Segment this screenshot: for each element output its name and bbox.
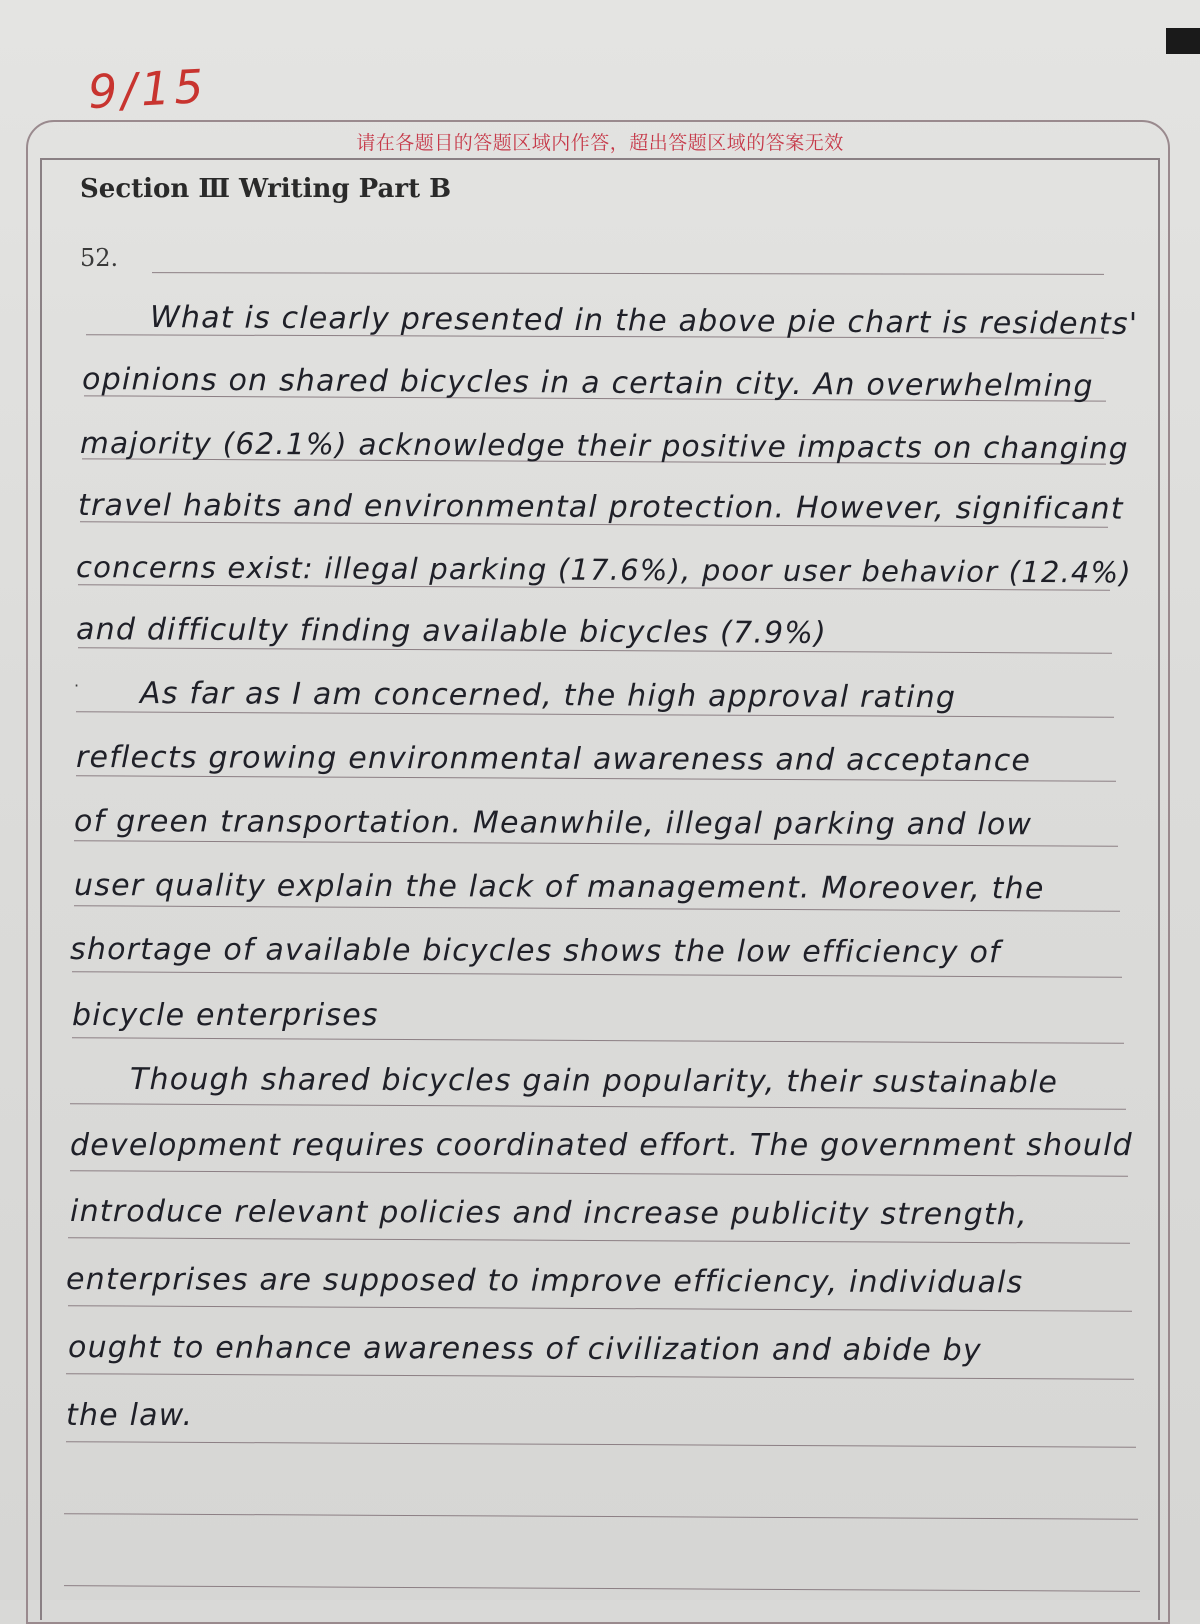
essay-line: development requires coordinated effort. The government should — [70, 1128, 1133, 1163]
essay-line: the law. — [66, 1398, 194, 1433]
question-number: 52. — [80, 244, 119, 272]
score-mark: 9/15 — [86, 58, 209, 120]
essay-line: introduce relevant policies and increase publicity strength, — [70, 1194, 1028, 1233]
essay-line: enterprises are supposed to improve efficiency, individuals — [66, 1262, 1024, 1301]
essay-line: Though shared bicycles gain popularity, their sustainable — [130, 1062, 1059, 1101]
essay-line: reflects growing environmental awareness and acceptance — [76, 740, 1032, 779]
essay-line: and difficulty finding available bicycles (7.9%) — [76, 612, 828, 651]
essay-line: shortage of available bicycles shows the low efficiency of — [70, 932, 1001, 971]
essay-line: ought to enhance awareness of civilization and abide by — [68, 1330, 982, 1369]
stray-mark: · — [74, 676, 80, 695]
essay-line: user quality explain the lack of management. Moreover, the — [74, 868, 1045, 907]
essay-line: majority (62.1%) acknowledge their positive impacts on changing — [80, 426, 1129, 466]
section-title: Section Ⅲ Writing Part B — [80, 174, 452, 204]
essay-line: opinions on shared bicycles in a certain city. An overwhelming — [82, 362, 1094, 405]
essay-line: of green transportation. Meanwhile, illegal parking and low — [74, 804, 1033, 843]
corner-registration-mark — [1166, 28, 1200, 54]
essay-line: travel habits and environmental protection. However, significant — [78, 488, 1124, 527]
essay-line: bicycle enterprises — [72, 998, 379, 1033]
essay-line: As far as I am concerned, the high approval rating — [140, 676, 957, 716]
essay-line: concerns exist: illegal parking (17.6%), poor user behavior (12.4%) — [76, 550, 1132, 590]
answer-area-notice: 请在各题目的答题区域内作答，超出答题区域的答案无效 — [356, 132, 844, 154]
essay-line: What is clearly presented in the above pie chart is residents' — [150, 300, 1139, 342]
